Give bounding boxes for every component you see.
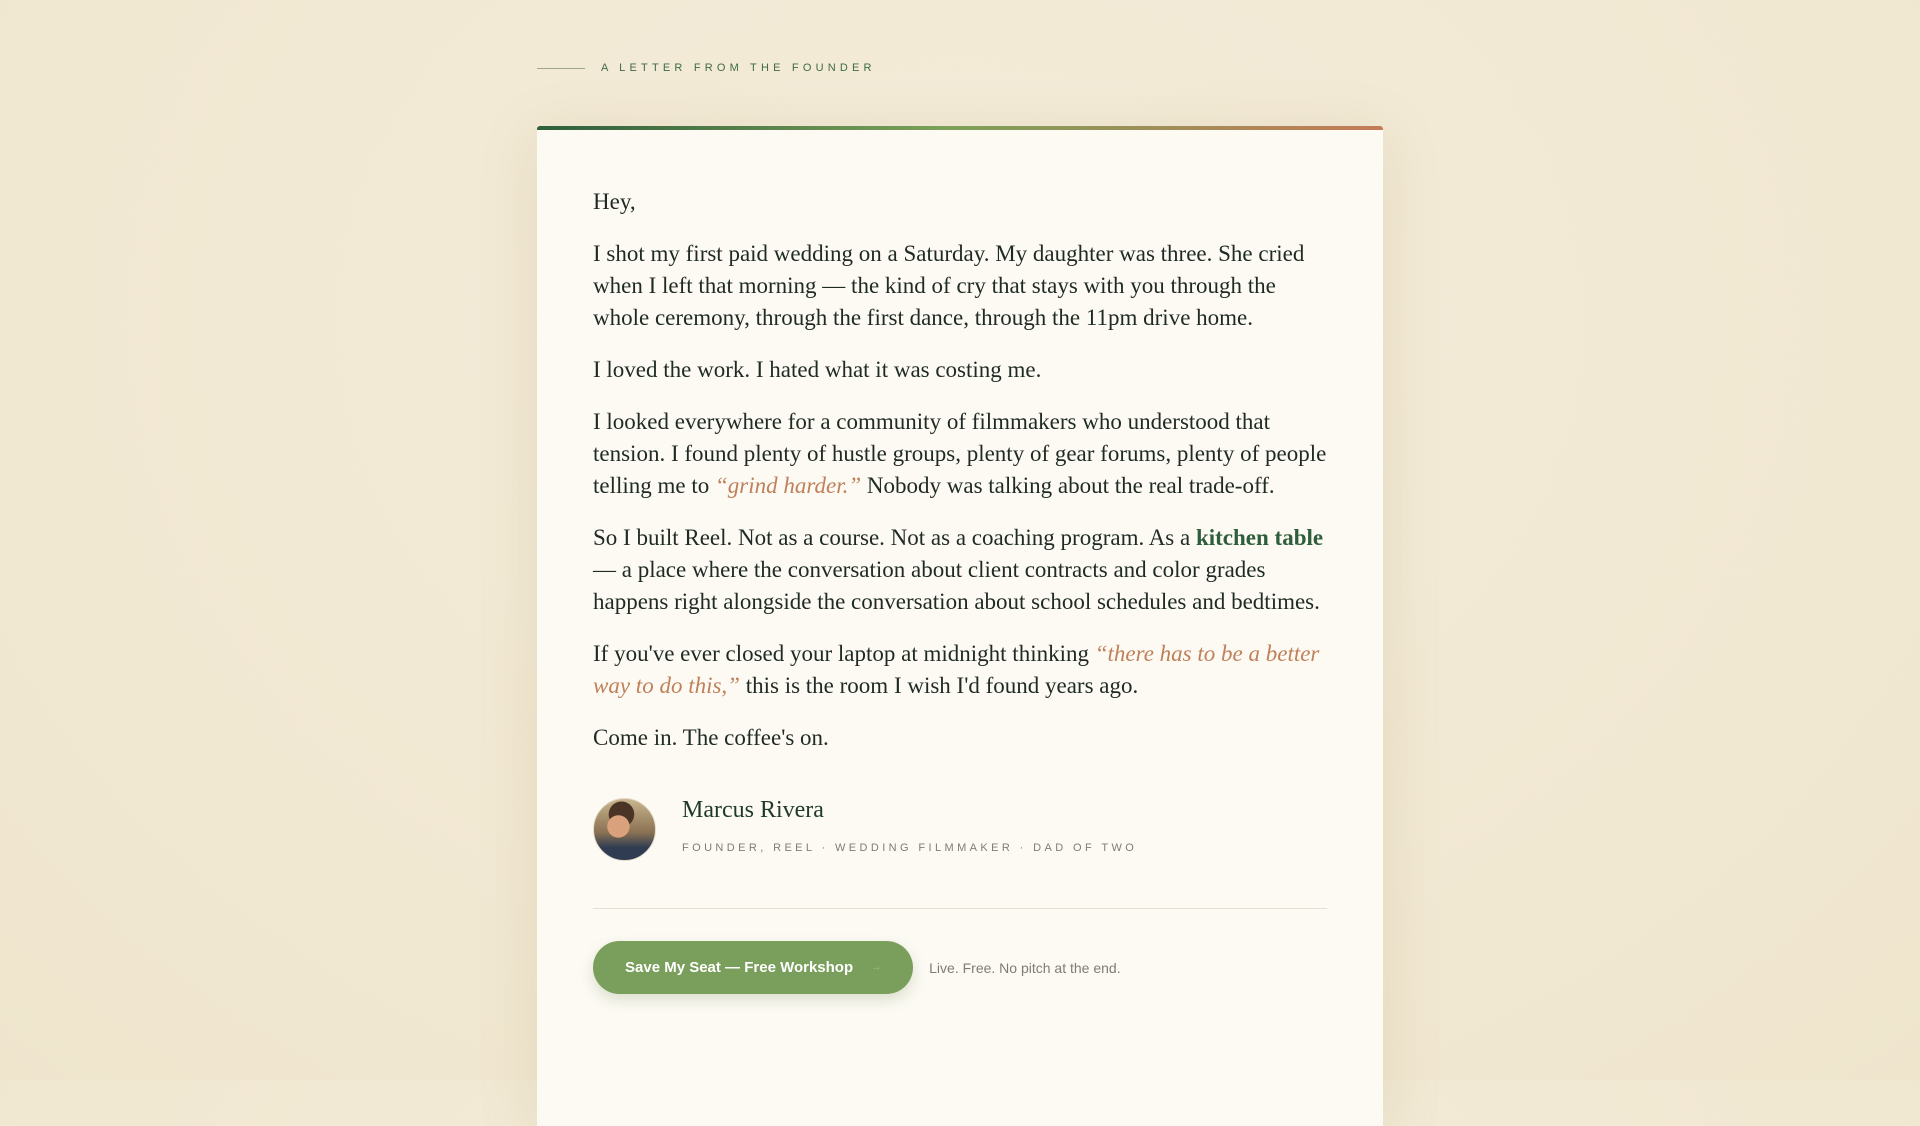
- founder-role: FOUNDER, REEL · WEDDING FILMMAKER · DAD OF TWO: [682, 842, 1138, 854]
- text: I looked everywhere for a community of filmmakers who understood that tension. I found plenty of hustle groups, plenty of gear forums, plenty of people telling me to: [593, 409, 1327, 498]
- paragraph: Come in. The coffee's on.: [593, 725, 829, 750]
- text: this is the room I wish I'd found years ago.: [739, 673, 1139, 698]
- paragraph: [593, 638, 1327, 702]
- quote: “grind harder.”: [715, 473, 862, 498]
- paragraph: [593, 522, 1327, 618]
- founder-name: Marcus Rivera: [682, 797, 824, 823]
- greeting: Hey,: [593, 189, 636, 214]
- quote: “there has to be a better way to do this,”: [593, 641, 1320, 698]
- eyebrow: [537, 62, 876, 74]
- eyebrow-label: A LETTER FROM THE FOUNDER: [601, 62, 876, 74]
- letter-body: [537, 130, 1383, 994]
- avatar: [593, 798, 656, 861]
- cta-note: Live. Free. No pitch at the end.: [929, 959, 1121, 976]
- emphasis: kitchen table: [1195, 525, 1324, 550]
- signature: [593, 794, 1327, 864]
- eyebrow-rule: [537, 68, 585, 69]
- paragraph: I shot my first paid wedding on a Saturday. My daughter was three. She cried when I left that morning — the kind of cry that stays with you through the whole ceremony, through the first dance, through the 11pm drive home.: [593, 241, 1305, 330]
- save-seat-button[interactable]: [593, 941, 913, 994]
- text: — a place where the conversation about client contracts and color grades happens right alongside the conversation about school schedules and bedtimes.: [593, 557, 1320, 614]
- divider: [593, 908, 1327, 909]
- text: Nobody was talking about the real trade-off.: [861, 473, 1275, 498]
- paragraph: I loved the work. I hated what it was costing me.: [593, 357, 1042, 382]
- text: So I built Reel. Not as a course. Not as a coaching program. As a: [593, 525, 1196, 550]
- paragraph: [593, 406, 1327, 502]
- button-label: Save My Seat — Free Workshop: [625, 959, 854, 976]
- arrow-right-icon: →: [871, 962, 882, 973]
- letter-card: [537, 126, 1383, 1126]
- text: If you've ever closed your laptop at midnight thinking: [593, 641, 1095, 666]
- cta-row: [593, 941, 1327, 994]
